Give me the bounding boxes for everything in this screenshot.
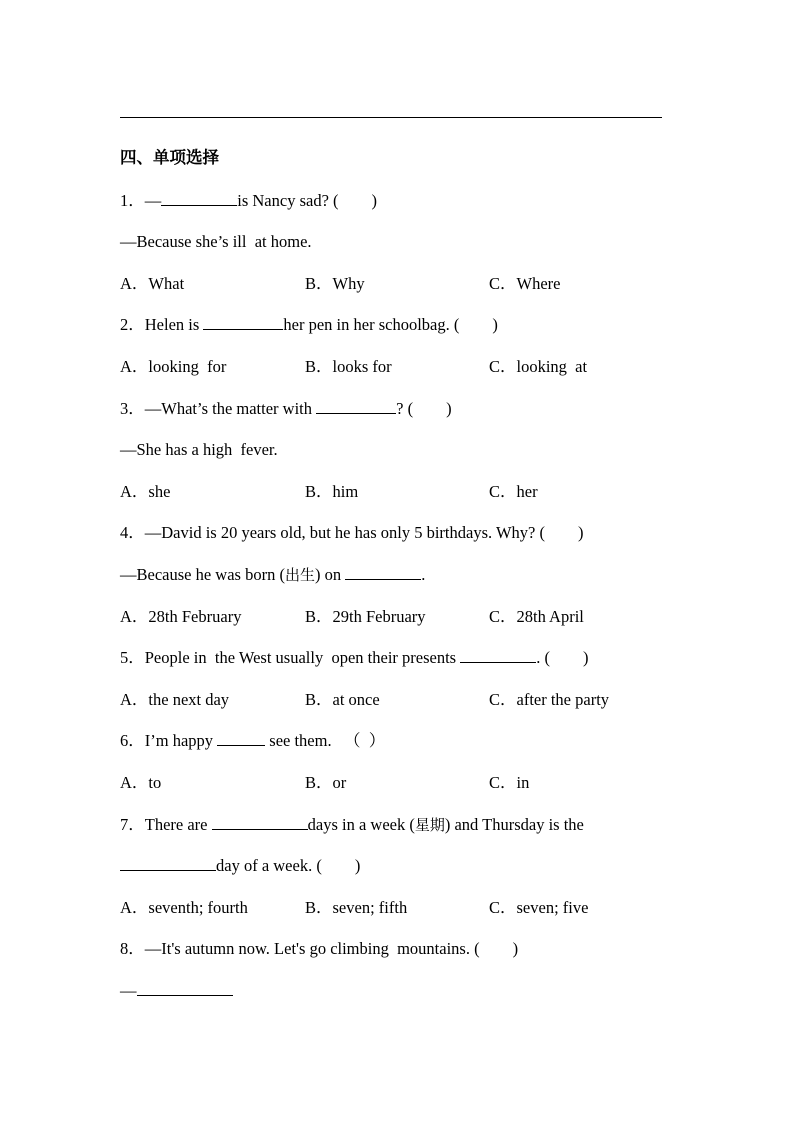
- header-rule: [120, 117, 662, 118]
- q7-stem-cjk: 星期: [414, 816, 445, 834]
- q2-option-c[interactable]: C．looking at: [489, 357, 588, 376]
- q8-blank[interactable]: [137, 980, 233, 996]
- q3-option-c[interactable]: C．her: [489, 482, 538, 501]
- q7-option-b[interactable]: B．seven; fifth: [305, 898, 408, 917]
- question-3: [120, 398, 452, 420]
- q8-reply: [120, 980, 233, 1002]
- q6-number: 6．: [120, 731, 145, 750]
- q3-reply: —She has a high fever.: [120, 440, 278, 459]
- q4-number: 4．: [120, 523, 145, 542]
- q6-option-c[interactable]: C．in: [489, 773, 530, 792]
- q6-option-a[interactable]: A．to: [120, 773, 162, 792]
- q5-option-c[interactable]: C．after the party: [489, 690, 610, 709]
- question-6: [120, 730, 385, 752]
- question-5: [120, 647, 588, 669]
- q7-option-c[interactable]: C．seven; five: [489, 898, 589, 917]
- q3-blank[interactable]: [316, 398, 396, 414]
- q1-option-a[interactable]: A．What: [120, 274, 185, 293]
- q7-stem-pre: There are: [144, 815, 212, 834]
- q6-option-b[interactable]: B．or: [305, 773, 347, 792]
- q7-stem-line2: day of a week. ( ): [216, 856, 361, 875]
- question-8: [120, 938, 518, 960]
- q5-number: 5．: [120, 648, 145, 667]
- q7-option-a[interactable]: A．seventh; fourth: [120, 898, 248, 917]
- question-7-line-2: [120, 855, 360, 877]
- q2-stem-pre: Helen is: [144, 315, 204, 334]
- q4-reply-mid: ) on: [314, 565, 346, 584]
- q5-option-a[interactable]: A．the next day: [120, 690, 230, 709]
- q4-reply-post: .: [421, 565, 426, 584]
- q5-blank[interactable]: [460, 647, 536, 663]
- q6-stem-pre: I’m happy: [144, 731, 218, 750]
- q4-option-c[interactable]: C．28th April: [489, 607, 584, 626]
- question-2: [120, 314, 498, 336]
- q3-stem-post: ? ( ): [396, 399, 452, 418]
- q4-option-b[interactable]: B．29th February: [305, 607, 426, 626]
- q4-reply: [120, 564, 425, 586]
- q7-stem-post: ) and Thursday is the: [444, 815, 584, 834]
- q2-blank[interactable]: [203, 314, 283, 330]
- q7-blank-2[interactable]: [120, 855, 216, 871]
- q8-stem: —It's autumn now. Let's go climbing mountains. ( ): [144, 939, 519, 958]
- q2-number: 2．: [120, 315, 145, 334]
- q3-option-b[interactable]: B．him: [305, 482, 359, 501]
- q1-option-c[interactable]: C．Where: [489, 274, 561, 293]
- q3-number: 3．: [120, 399, 145, 418]
- q4-blank[interactable]: [345, 564, 421, 580]
- q5-option-b[interactable]: B．at once: [305, 690, 380, 709]
- question-7: [120, 814, 584, 836]
- q1-stem-post: is Nancy sad? ( ): [237, 191, 378, 210]
- q1-number: 1．: [120, 191, 145, 210]
- q1-blank[interactable]: [161, 190, 237, 206]
- q2-stem-post: her pen in her schoolbag. ( ): [283, 315, 498, 334]
- q8-reply-dash: —: [120, 981, 137, 1000]
- section-title: 四、单项选择: [120, 148, 219, 167]
- q7-blank-1[interactable]: [212, 814, 308, 830]
- q4-stem: —David is 20 years old, but he has only 5 birthdays. Why? ( ): [144, 523, 584, 542]
- q6-stem-post: see them. （ ）: [265, 731, 386, 750]
- question-4: [120, 522, 583, 544]
- q1-option-b[interactable]: B．Why: [305, 274, 365, 293]
- q7-stem-mid: days in a week (: [307, 815, 415, 834]
- q2-option-b[interactable]: B．looks for: [305, 357, 392, 376]
- q7-number: 7．: [120, 815, 145, 834]
- q8-number: 8．: [120, 939, 145, 958]
- q4-reply-pre: —Because he was born (: [120, 565, 285, 584]
- question-1: [120, 190, 377, 212]
- q1-reply: —Because she’s ill at home.: [120, 232, 312, 251]
- q5-stem-post: . ( ): [536, 648, 589, 667]
- q1-stem-pre: —: [144, 191, 162, 210]
- q2-option-a[interactable]: A．looking for: [120, 357, 227, 376]
- q6-blank[interactable]: [217, 730, 265, 746]
- q5-stem-pre: People in the West usually open their presents: [144, 648, 461, 667]
- q4-option-a[interactable]: A．28th February: [120, 607, 242, 626]
- q4-reply-cjk: 出生: [284, 566, 315, 584]
- q3-stem-pre: —What’s the matter with: [144, 399, 317, 418]
- q3-option-a[interactable]: A．she: [120, 482, 171, 501]
